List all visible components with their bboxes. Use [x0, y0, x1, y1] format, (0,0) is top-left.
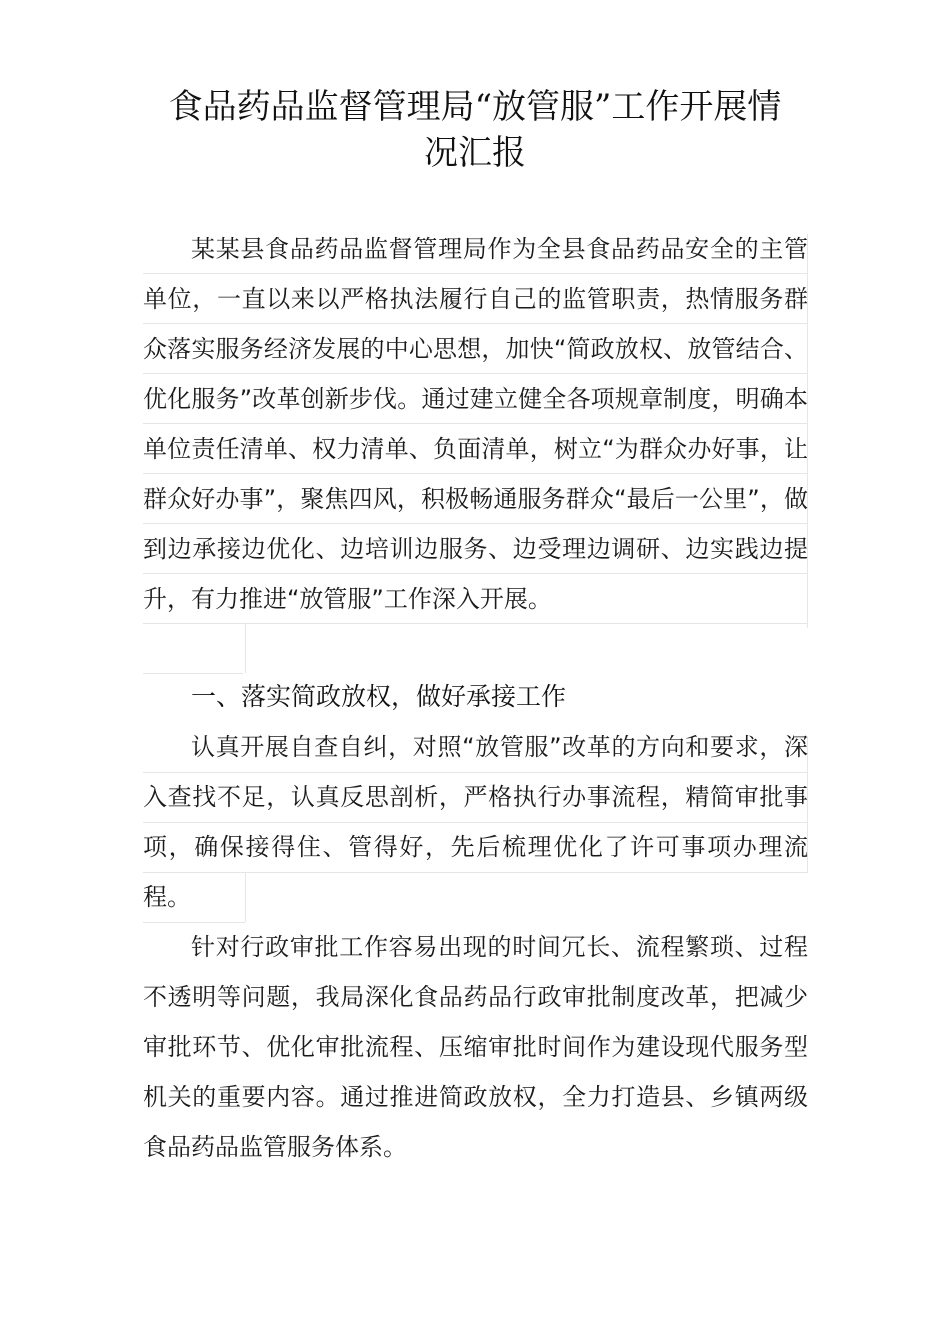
document-title-line-1: 食品药品监督管理局“放管服”工作开展情: [168, 87, 782, 127]
section1-paragraph-1: 认真开展自查自纠，对照“放管服”改革的方向和要求，深入查找不足，认真反思剖析，严格执行办事流程，精简审批事项，确保接得住、管得好，先后梳理优化了许可事项办理流程。: [143, 733, 808, 911]
document-title: [140, 84, 810, 176]
scan-line: [245, 623, 246, 673]
section1-paragraph-2: 针对行政审批工作容易出现的时间冗长、流程繁琐、过程不透明等问题，我局深化食品药品行政审批制度改革，把减少审批环节、优化审批流程、压缩审批时间作为建设现代服务型机关的重要内容。通过推进简政放权，全力打造县、乡镇两级食品药品监管服务体系。: [143, 933, 808, 1161]
document-title-line-2: 况汇报: [424, 133, 526, 173]
section-heading-1: 一、落实简政放权，做好承接工作: [191, 682, 567, 711]
intro-paragraph: 某某县食品药品监督管理局作为全县食品药品安全的主管单位，一直以来以严格执法履行自己的监管职责，热情服务群众落实服务经济发展的中心思想，加快“简政放权、放管结合、优化服务”改革创新步伐。通过建立健全各项规章制度，明确本单位责任清单、权力清单、负面清单，树立“为群众办好事，让群众好办事”，聚焦四风，积极畅通服务群众“最后一公里”，做到边承接边优化、边培训边服务、边受理边调研、边实践边提升，有力推进“放管服”工作深入开展。: [143, 235, 808, 613]
